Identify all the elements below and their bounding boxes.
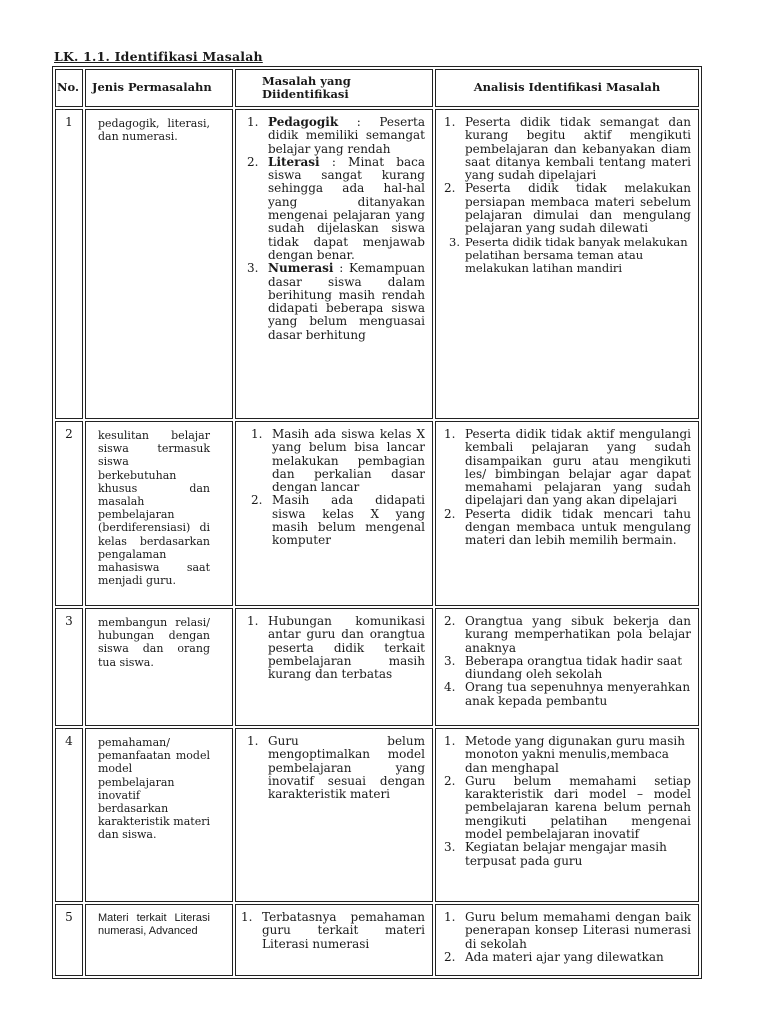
- item-number: 1.: [444, 115, 456, 129]
- masalah-item: [247, 262, 425, 342]
- item-text: Beberapa orangtua tidak hadir saat diundang oleh sekolah: [465, 653, 683, 682]
- document-title: LK. 1.1. Identifikasi Masalah: [54, 49, 263, 64]
- analisis-item: [444, 775, 691, 841]
- problem-identification-table: [52, 66, 702, 979]
- item-text: Masih ada siswa kelas X yang belum bisa lancar melakukan pembagian dan perkalian dasar dengan lancar: [272, 427, 425, 495]
- analisis-item: [444, 681, 691, 708]
- analisis-cell: [435, 109, 699, 419]
- item-number: 1.: [444, 910, 456, 924]
- item-number: 2.: [444, 506, 456, 521]
- item-text: Kegiatan belajar mengajar masih terpusat pada guru: [465, 840, 667, 868]
- analisis-item: [444, 911, 691, 951]
- table-header-row: [55, 69, 699, 107]
- item-number: 1.: [251, 427, 263, 441]
- analisis-cell: [435, 904, 699, 976]
- analisis-item: [444, 655, 691, 682]
- item-number: 1.: [247, 614, 259, 628]
- item-term: Literasi: [268, 154, 320, 169]
- header-analisis: Analisis Identifikasi Masalah: [435, 69, 699, 107]
- item-number: 1.: [444, 734, 456, 748]
- jenis-permasalahan-cell: kesulitan belajar siswa termasuk siswa berkebutuhan khusus dan masalah pembelajaran (berdiferensiasi) di kelas berdasarkan pengalaman mahasiswa saat menjadi guru.: [85, 421, 233, 606]
- item-text: Guru belum mengoptimalkan model pembelajaran yang inovatif sesuai dengan karakteristik materi: [268, 734, 425, 802]
- item-number: 2.: [444, 773, 456, 788]
- header-jenis-permasalahan: Jenis Permasalahn: [85, 69, 233, 107]
- masalah-cell: [235, 608, 433, 726]
- item-description: : Peserta didik memiliki semangat belajar yang rendah: [268, 115, 425, 156]
- jenis-permasalahan-cell: Materi terkait Literasi numerasi, Advanced: [85, 904, 233, 976]
- header-masalah-line-2: Diidentifikasi: [262, 87, 349, 101]
- header-masalah: [235, 69, 433, 107]
- item-text: [268, 262, 425, 342]
- analisis-item: [444, 735, 691, 775]
- analisis-item: [444, 615, 691, 655]
- item-text: Peserta didik tidak mencari tahu dengan membaca untuk mengulang materi dan lebih memilih bermain.: [465, 506, 691, 548]
- masalah-cell: [235, 109, 433, 419]
- item-description: : Kemampuan dasar siswa dalam berihitung masih rendah didapati beberapa siswa yang belum menguasai dasar berhitung: [268, 261, 425, 342]
- masalah-cell: [235, 421, 433, 606]
- table-row-5: [55, 904, 699, 976]
- row-number: 2: [55, 421, 83, 606]
- header-no: No.: [55, 69, 83, 107]
- masalah-item: [247, 615, 425, 681]
- item-text: Peserta didik tidak aktif mengulangi kembali pelajaran yang sudah disampaikan guru atau mengikuti les/ bimbingan belajar agar dapat memahami pelajaran yang sudah dipelajari dan yang akan dipelajari: [465, 427, 691, 508]
- analisis-item: [444, 116, 691, 182]
- jenis-permasalahan-cell: pemahaman/ pemanfaatan model model pembelajaran inovatif berdasarkan karakteristik materi dan siswa.: [85, 728, 233, 902]
- row-number: 4: [55, 728, 83, 902]
- masalah-item: [247, 116, 425, 156]
- analisis-item: [444, 508, 691, 548]
- item-text: Masih ada didapati siswa kelas X yang masih belum mengenal komputer: [272, 493, 425, 548]
- item-number: 2.: [444, 181, 456, 196]
- item-number: 1.: [247, 115, 259, 129]
- item-term: Numerasi: [268, 261, 334, 276]
- table-row-1: [55, 109, 699, 419]
- item-text: [268, 116, 425, 156]
- masalah-item: [251, 494, 425, 547]
- item-text: Terbatasnya pemahaman guru terkait materi Literasi numerasi: [262, 910, 425, 951]
- row-number: 5: [55, 904, 83, 976]
- masalah-item: [247, 156, 425, 262]
- analisis-item: [444, 182, 691, 235]
- item-term: Pedagogik: [268, 115, 339, 129]
- item-text: Peserta didik tidak semangat dan kurang begitu aktif mengikuti pembelajaran dan kebanyakan diam saat ditanya kembali tentang materi yang sudah dipelajari: [465, 115, 691, 183]
- item-text: Guru belum memahami dengan baik penerapan konsep Literasi numerasi di sekolah: [465, 910, 691, 951]
- item-text: Orang tua sepenuhnya menyerahkan anak kepada pembantu: [465, 680, 691, 708]
- masalah-item: [247, 735, 425, 801]
- item-number: 1.: [444, 427, 456, 441]
- table-row-2: [55, 421, 699, 606]
- analisis-item: [444, 428, 691, 508]
- item-description: : Minat baca siswa sangat kurang sehingga ada hal-hal yang ditanyakan mengenai pelajaran yang sudah dijelaskan siswa tidak dapat menjawab dengan benar.: [268, 154, 425, 262]
- table-row-4: [55, 728, 699, 902]
- jenis-permasalahan-cell: membangun relasi/ hubungan dengan siswa dan orang tua siswa.: [85, 608, 233, 726]
- item-number: 2.: [444, 614, 456, 628]
- header-masalah-line-1: Masalah yang: [262, 73, 351, 88]
- item-number: 3.: [444, 653, 456, 668]
- item-number: 3.: [444, 840, 456, 855]
- row-number: 1: [55, 109, 83, 419]
- masalah-item: [241, 911, 425, 951]
- item-number: 3.: [449, 234, 460, 249]
- item-number: 2.: [247, 154, 259, 169]
- analisis-item: [444, 841, 691, 868]
- item-text: Peserta didik tidak banyak melakukan pelatihan bersama teman atau melakukan latihan mandiri: [465, 234, 688, 276]
- item-number: 2.: [251, 493, 263, 508]
- analisis-cell: [435, 608, 699, 726]
- item-text: Metode yang digunakan guru masih monoton yakni menulis,membaca dan menghapal: [465, 734, 685, 775]
- masalah-cell: [235, 728, 433, 902]
- analisis-cell: [435, 421, 699, 606]
- item-text: Peserta didik tidak melakukan persiapan membaca materi sebelum pelajaran dimulai dan mengulang pelajaran yang sudah dilewati: [465, 181, 691, 236]
- item-text: Orangtua yang sibuk bekerja dan kurang memperhatikan pola belajar anaknya: [465, 614, 691, 655]
- masalah-item: [251, 428, 425, 494]
- item-text: Hubungan komunikasi antar guru dan orangtua peserta didik terkait pembelajaran masih kurang dan terbatas: [268, 614, 425, 682]
- analisis-item: [444, 951, 691, 964]
- item-text: [268, 156, 425, 262]
- analisis-cell: [435, 728, 699, 902]
- row-number: 3: [55, 608, 83, 726]
- masalah-cell: [235, 904, 433, 976]
- item-number: 1.: [247, 734, 259, 748]
- item-number: 2.: [444, 949, 456, 964]
- analisis-item: [444, 236, 691, 276]
- item-text: Guru belum memahami setiap karakteristik dari model – model pembelajaran karena belum pernah mengikuti pelatihan mengenai model pembelajaran inovatif: [465, 773, 691, 842]
- item-number: 3.: [247, 261, 259, 276]
- item-number: 1.: [241, 910, 253, 924]
- item-number: 4.: [444, 680, 456, 695]
- jenis-permasalahan-cell: pedagogik, literasi, dan numerasi.: [85, 109, 233, 419]
- item-text: Ada materi ajar yang dilewatkan: [465, 949, 664, 964]
- table-row-3: [55, 608, 699, 726]
